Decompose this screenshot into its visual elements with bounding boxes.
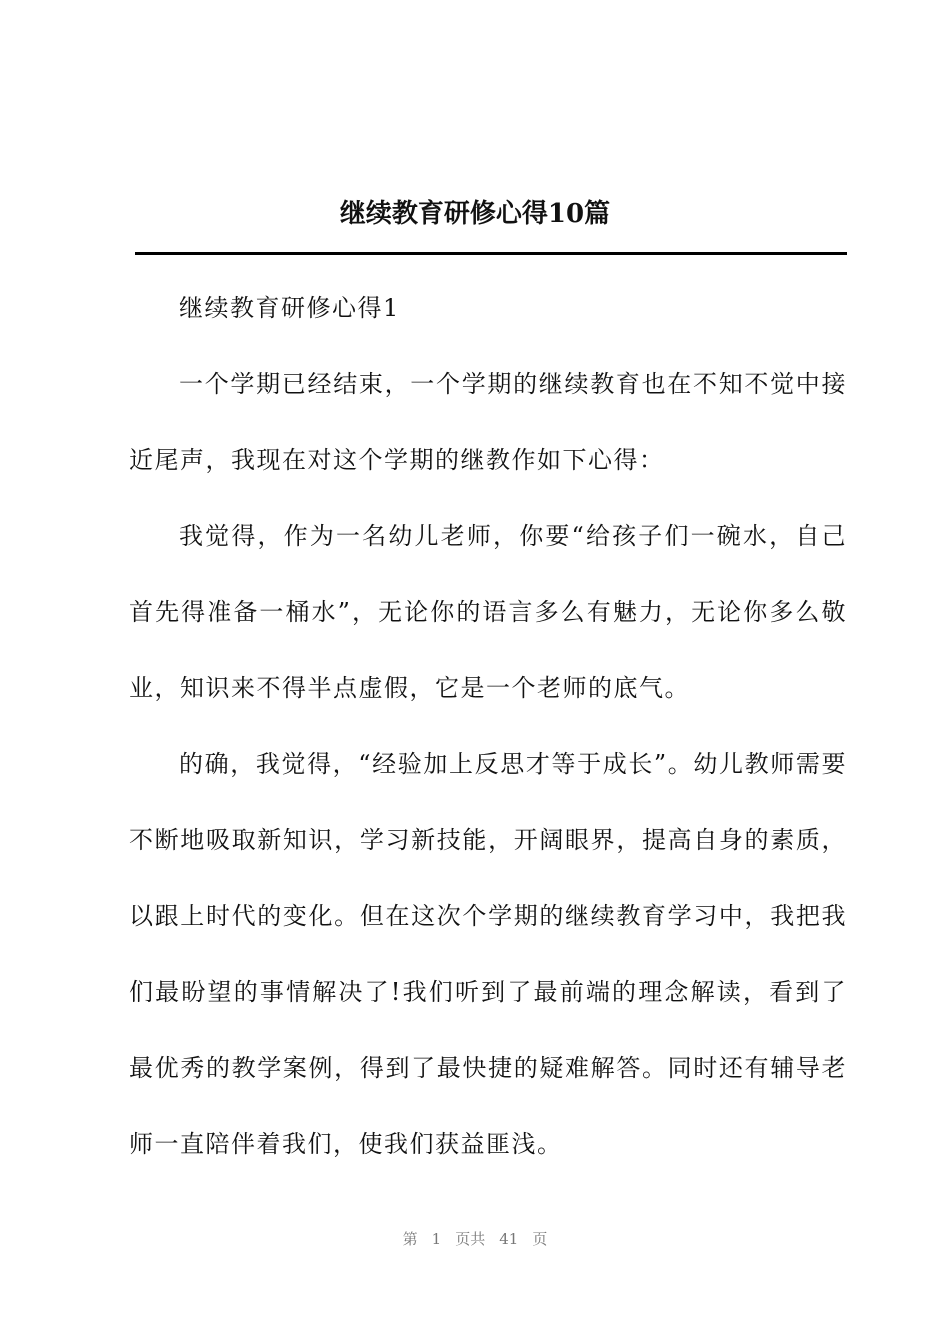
paragraph: 一个学期已经结束，一个学期的继续教育也在不知不觉中接近尾声，我现在对这个学期的继教作如下心得： <box>129 370 847 474</box>
document-title: 继续教育研修心得10篇 <box>339 199 611 229</box>
footer-page-total: 41 <box>499 1230 519 1248</box>
page-footer <box>0 1228 950 1250</box>
section-heading: 继续教育研修心得1 <box>179 294 400 322</box>
title-divider <box>135 252 847 255</box>
paragraph: 我觉得，作为一名幼儿老师，你要“给孩子们一碗水，自己首先得准备一桶水”，无论你的语言多么有魅力，无论你多么敬业，知识来不得半点虚假，它是一个老师的底气。 <box>129 522 847 702</box>
document-body <box>129 270 847 1182</box>
footer-page-suffix: 页 <box>532 1230 548 1248</box>
footer-page-number: 1 <box>431 1230 442 1248</box>
paragraph: 的确，我觉得，“经验加上反思才等于成长”。幼儿教师需要不断地吸取新知识，学习新技能，开阔眼界，提高自身的素质，以跟上时代的变化。但在这次个学期的继续教育学习中，我把我们最盼望的事情解决了!我们听到了最前端的理念解读，看到了最优秀的教学案例，得到了最快捷的疑难解答。同时还有辅导老师一直陪伴着我们，使我们获益匪浅。 <box>129 750 847 1158</box>
footer-page-prefix: 第 <box>402 1230 418 1248</box>
footer-page-mid: 页共 <box>455 1230 486 1248</box>
